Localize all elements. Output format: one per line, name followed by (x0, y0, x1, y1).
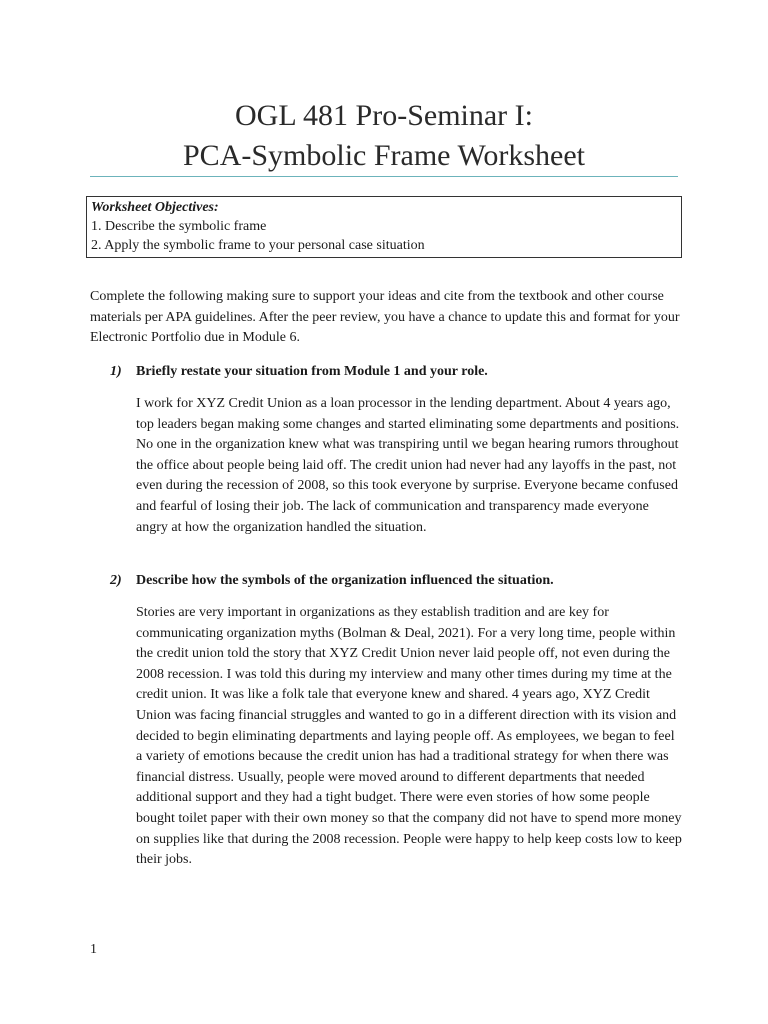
answer-1 (136, 394, 684, 538)
page-number: 1 (90, 942, 97, 957)
question-1-prompt: Briefly restate your situation from Module 1 and your role. (136, 364, 488, 379)
title-divider (90, 176, 678, 177)
title-line-2: PCA-Symbolic Frame Worksheet (183, 139, 585, 172)
objective-item-2: 2. Apply the symbolic frame to your personal case situation (91, 238, 425, 253)
answer-1-text: I work for XYZ Credit Union as a loan processor in the lending department. About 4 years ago, top leaders began making some changes and started eliminating some departments and positions. No one in the organization knew what was transpiring until we began hearing rumors throughout the office about people being laid off. The credit union had never had any layoffs in the past, not even during the recession of 2008, so this took everyone by surprise. Everyone became confused and fearful of losing their job. The lack of communication and transparency made everyone angry at how the organization handled the situation. (136, 396, 680, 535)
document-title (90, 96, 678, 176)
answer-2-text: Stories are very important in organizations as they establish tradition and are key for communicating organization myths (Bolman & Deal, 2021). For a very long time, people within the credit union told the story that XYZ Credit Union never laid people off, not even during the 2008 recession. I was told this during my interview and many other times during my time at the credit union. It was like a folk tale that everyone knew and shared. 4 years ago, XYZ Credit Union was facing financial struggles and wanted to go in a different direction with its vision and decided to begin eliminating departments and laying people off. As employees, we began to feel a variety of emotions because the credit union has had a traditional strategy for when there was financial distress. Usually, people were moved around to different departments that needed additional support and they had a tight budget. There were even stories of how some people bought toilet paper with their own money so that the company did not have to spend more money on supplies like that during the 2008 recession. People were happy to help keep costs low to keep their jobs. (136, 605, 682, 868)
intro-paragraph: Complete the following making sure to support your ideas and cite from the textbook and other course materials per APA guidelines. After the peer review, you have a chance to update this and format for your Electronic Portfolio due in Module 6. (90, 289, 680, 345)
question-2 (110, 571, 554, 591)
question-1 (110, 362, 488, 382)
objectives-box (86, 196, 682, 258)
objectives-heading: Worksheet Objectives: (91, 200, 219, 215)
title-line-1: OGL 481 Pro-Seminar I: (234, 99, 533, 132)
question-2-prompt: Describe how the symbols of the organization influenced the situation. (136, 573, 554, 588)
question-1-number: 1) (110, 364, 122, 379)
answer-2 (136, 603, 684, 871)
objective-item-1: 1. Describe the symbolic frame (91, 219, 267, 234)
question-2-number: 2) (110, 573, 122, 588)
